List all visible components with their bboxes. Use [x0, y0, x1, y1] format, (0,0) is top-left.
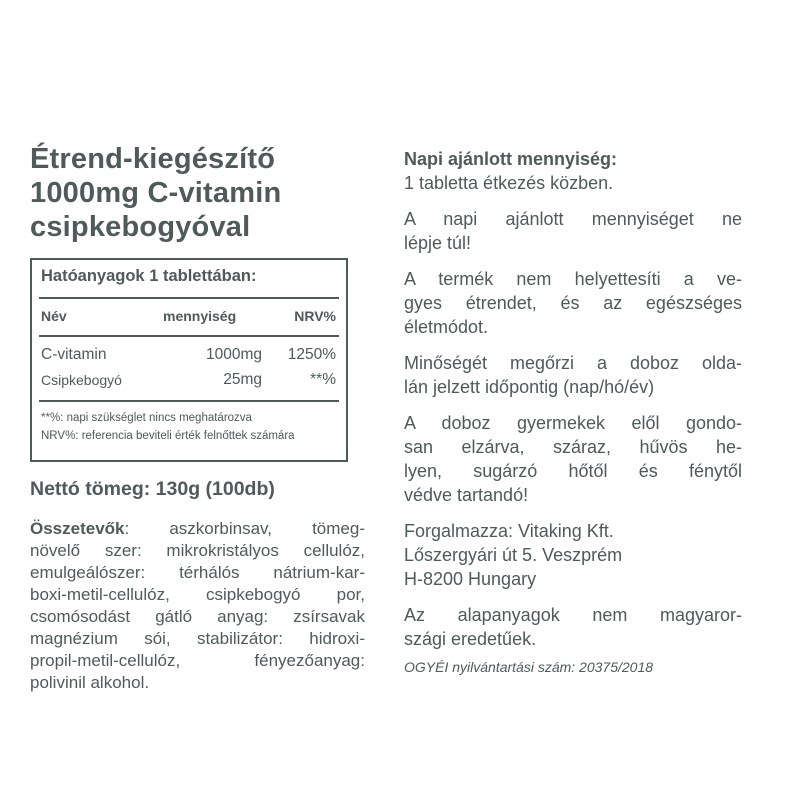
title-line-1: Étrend-kiegészítő [30, 143, 276, 175]
column-header-nrv: NRV% [294, 308, 336, 324]
ingredients-list [30, 518, 365, 694]
net-weight: Nettó tömeg: 130g (100db) [30, 478, 275, 500]
right-column [404, 147, 742, 675]
dosage-heading: Napi ajánlott mennyiség: [404, 149, 618, 169]
paragraph-line: H-8200 Hungary [404, 569, 537, 589]
paragraph-line: Az alapanyagok nem magyaror- [404, 605, 742, 625]
row-nrv: 1250% [287, 346, 336, 363]
title-line-3: csipkebogyóval [30, 211, 251, 243]
origin-paragraph [404, 603, 742, 651]
registration-number: OGYÉI nyilvántartási szám: 20375/2018 [404, 659, 654, 675]
row-name: C-vitamin [41, 346, 107, 363]
left-column [30, 142, 365, 694]
ingredients-line: növelő szer: mikrokristályos cellulóz, [30, 541, 365, 560]
paragraph-line: A napi ajánlott mennyiséget ne [404, 209, 742, 229]
product-title [30, 142, 365, 244]
paragraph-line: lyen, sugárzó hőtől és fénytől [404, 461, 742, 481]
ingredients-line: polivinil alkohol. [30, 673, 150, 692]
column-header-amount: mennyiség [163, 308, 237, 324]
column-header-name: Név [41, 308, 67, 324]
paragraph-line: védve tartandó! [404, 485, 529, 505]
ingredients-line: emulgeálószer: térhálós nátrium-kar- [30, 563, 365, 582]
paragraph-line: Lőszergyári út 5. Veszprém [404, 545, 623, 565]
paragraph-line: Forgalmazza: Vitaking Kft. [404, 521, 614, 541]
nutrition-table-heading: Hatóanyagok 1 tablettában: [41, 267, 257, 285]
paragraph-line: lépje túl! [404, 233, 472, 253]
paragraph-line: szági eredetűek. [404, 629, 537, 649]
ingredients-line: : aszkorbinsav, tömeg- [124, 519, 365, 538]
table-rule-middle [39, 335, 339, 337]
best-before-paragraph [404, 351, 742, 399]
ingredients-line: boxi-metil-cellulóz, csipkebogyó por, [30, 585, 365, 604]
ingredients-line: propil-metil-cellulóz, fényezőanyag: [30, 651, 365, 670]
nutrition-table [30, 258, 348, 462]
row-name: Csipkebogyó [41, 372, 122, 388]
paragraph-line: életmódot. [404, 317, 489, 337]
paragraph-line: Minőségét megőrzi a doboz olda- [404, 353, 742, 373]
ingredients-label: Összetevők [30, 519, 125, 538]
row-amount: 1000mg [205, 346, 262, 363]
dosage-section [404, 147, 742, 195]
warning-paragraph [404, 207, 742, 255]
distributor-paragraph [404, 519, 742, 591]
paragraph-line: gyes étrendet, és az egészséges [404, 293, 742, 313]
disclaimer-paragraph [404, 267, 742, 339]
paragraph-line: A termék nem helyettesíti a ve- [404, 269, 742, 289]
paragraph-line: san elzárva, száraz, hűvös he- [404, 437, 742, 457]
table-rule-top [39, 297, 339, 299]
ingredients-line: csomósodást gátló anyag: zsírsavak [30, 607, 365, 626]
storage-paragraph [404, 411, 742, 507]
table-footnote: NRV%: referencia beviteli érték felnőttek számára [41, 430, 295, 442]
ingredients-line: magnézium sói, stabilizátor: hidroxi- [30, 629, 365, 648]
row-amount: 25mg [223, 371, 262, 388]
row-nrv: **% [310, 371, 336, 388]
paragraph-line: A doboz gyermekek elől gondo- [404, 413, 742, 433]
table-footnote: **%: napi szükséglet nincs meghatározva [41, 412, 252, 424]
table-rule-bottom [39, 400, 339, 402]
paragraph-line: lán jelzett időpontig (nap/hó/év) [404, 377, 655, 397]
dosage-text: 1 tabletta étkezés közben. [404, 173, 614, 193]
title-line-2: 1000mg C-vitamin [30, 177, 282, 209]
